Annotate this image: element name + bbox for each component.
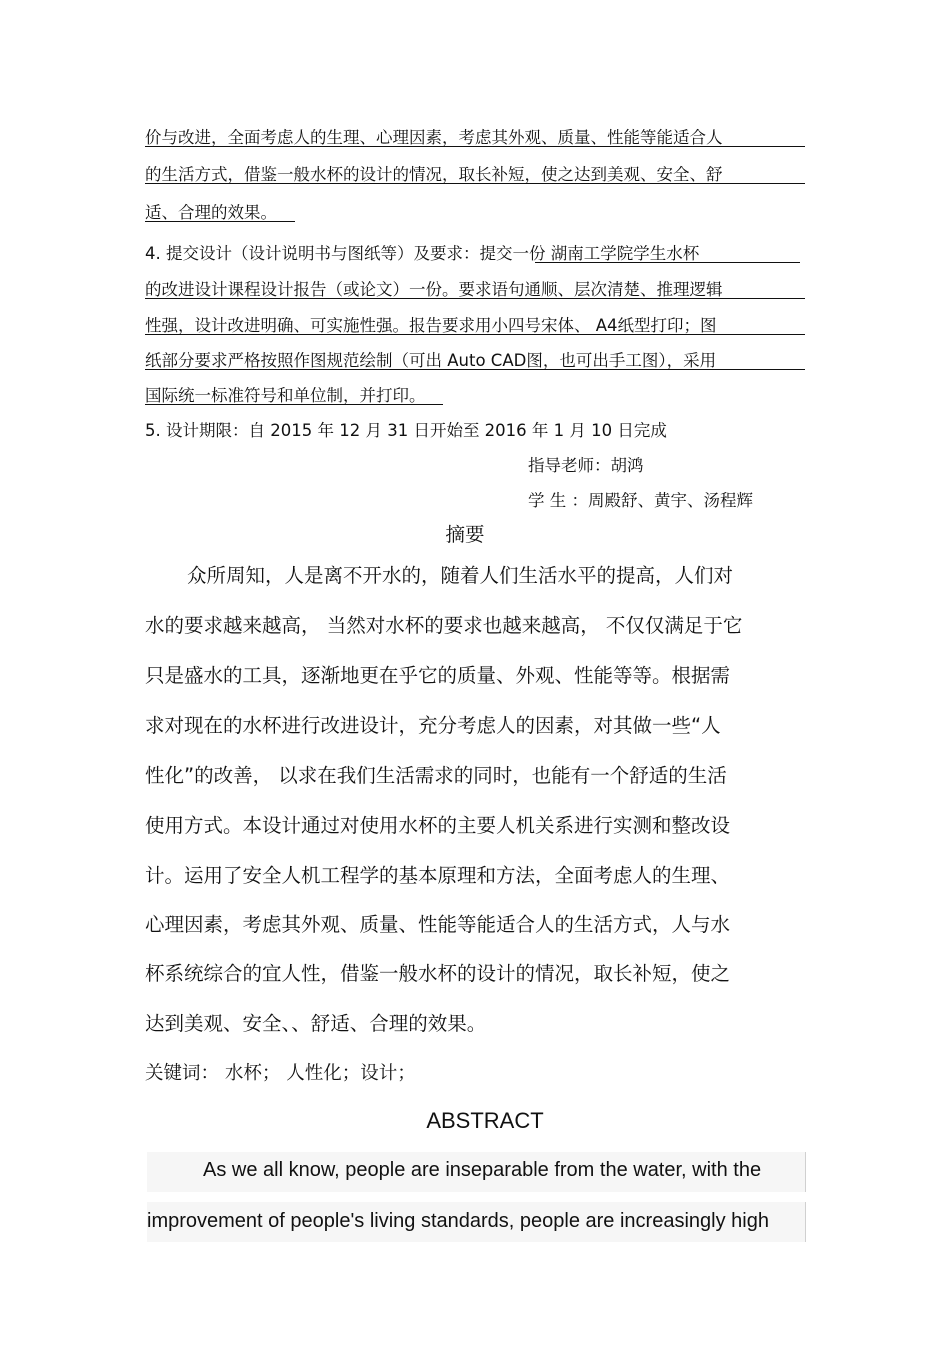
underline [145, 183, 805, 184]
abstract-cn-line-3: 只是盛水的工具，逐渐地更在乎它的质量、外观、性能等等。根据需 [145, 664, 731, 687]
req-item4-line-1: 4. 提交设计（设计说明书与图纸等）及要求：提交一份 湖南工学院学生水杯 [145, 244, 700, 263]
underline [145, 404, 443, 405]
abstract-cn-title: 摘要 [445, 523, 485, 546]
abstract-cn-line-4: 求对现在的水杯进行改进设计，充分考虑人的因素，对其做一些“人 [145, 714, 721, 737]
abstract-en-line-1: As we all know, people are inseparable from the water, with the [203, 1159, 762, 1181]
underline [145, 146, 805, 147]
abstract-cn-line-2: 水的要求越来越高， 当然对水杯的要求也越来越高， 不仅仅满足于它 [145, 614, 743, 637]
underline [145, 334, 805, 335]
underline [145, 298, 805, 299]
req-item4-line-3: 性强，设计改进明确、可实施性强。报告要求用小四号宋体、 A4纸型打印；图 [145, 316, 717, 335]
abstract-en-line-2: improvement of people's living standards, people are increasingly high [147, 1210, 769, 1232]
underline [145, 221, 295, 222]
req-item4-line-4: 纸部分要求严格按照作图规范绘制（可出 Auto CAD图，也可出手工图），采用 [145, 351, 717, 370]
underline [535, 262, 800, 263]
abstract-cn-line-6: 使用方式。本设计通过对使用水杯的主要人机关系进行实测和整改设 [145, 814, 731, 837]
abstract-cn-line-10: 达到美观、安全、、舒适、合理的效果。 [145, 1012, 487, 1035]
req-item4-line-5: 国际统一标准符号和单位制，并打印。 [145, 386, 426, 405]
abstract-cn-line-9: 杯系统综合的宜人性，借鉴一般水杯的设计的情况，取长补短，使之 [145, 962, 731, 985]
abstract-cn-line-8: 心理因素，考虑其外观、质量、性能等能适合人的生活方式，人与水 [145, 913, 731, 936]
abstract-cn-line-7: 计。运用了安全人机工程学的基本原理和方法，全面考虑人的生理、 [145, 864, 731, 887]
req-item5: 5. 设计期限：自 2015 年 12 月 31 日开始至 2016 年 1 月 10 日完成 [145, 421, 667, 440]
abstract-en-block-1 [147, 1152, 806, 1192]
keywords-cn: 关键词： 水杯； 人性化；设计； [145, 1063, 416, 1084]
req-item3-line-2: 的生活方式，借鉴一般水杯的设计的情况，取长补短，使之达到美观、安全、舒 [145, 165, 723, 184]
abstract-cn-line-5: 性化”的改善， 以求在我们生活需求的同时，也能有一个舒适的生活 [145, 764, 727, 787]
abstract-cn-line-1: 众所周知，人是离不开水的，随着人们生活水平的提高，人们对 [187, 564, 734, 587]
abstract-en-title: ABSTRACT [426, 1108, 544, 1133]
students-line: 学 生 ：周殿舒、黄宇、汤程辉 [528, 491, 753, 510]
req-item4-line-2: 的改进设计课程设计报告（或论文）一份。要求语句通顺、层次清楚、推理逻辑 [145, 280, 723, 299]
req-item3-line-3: 适、合理的效果。 [145, 203, 277, 222]
abstract-en-block-2 [147, 1202, 806, 1242]
supervisor-line: 指导老师：胡鸿 [528, 456, 644, 475]
req-item3-line-1: 价与改进，全面考虑人的生理、心理因素，考虑其外观、质量、性能等能适合人 [145, 128, 723, 147]
underline [145, 369, 805, 370]
